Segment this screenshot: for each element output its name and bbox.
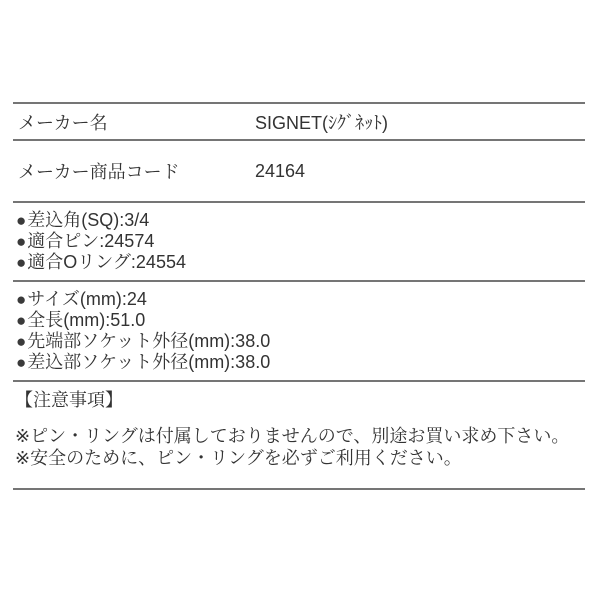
bullet-icon: ● <box>16 211 27 230</box>
bullet-icon: ● <box>16 311 27 330</box>
bullet-icon: ● <box>16 290 27 309</box>
bullet-text: 差込部ソケット外径(mm):38.0 <box>27 352 271 372</box>
spec-bullet-section-dimensions <box>13 280 585 380</box>
bullet-item <box>16 310 585 331</box>
bullet-item <box>16 252 585 273</box>
product-spec-sheet <box>13 102 585 490</box>
bullet-icon: ● <box>16 253 27 272</box>
spec-table <box>13 102 585 201</box>
bullet-icon: ● <box>16 232 27 251</box>
spec-label-maker-name: メーカー名 <box>18 112 108 133</box>
bullet-text: 適合Oリング:24554 <box>27 252 186 272</box>
bullet-icon: ● <box>16 353 27 372</box>
spec-value-maker-name: SIGNET(ｼｸﾞﾈｯﾄ) <box>255 112 388 133</box>
table-row <box>13 103 585 140</box>
notice-heading: 【注意事項】 <box>15 390 123 410</box>
bullet-item <box>16 210 585 231</box>
bullet-icon: ● <box>16 332 27 351</box>
bullet-item <box>16 289 585 310</box>
bullet-text: 差込角(SQ):3/4 <box>27 210 150 230</box>
spec-value-maker-item-code: 24164 <box>255 160 306 181</box>
bullet-text: 全長(mm):51.0 <box>27 310 146 330</box>
notice-line: ※安全のために、ピン・リングを必ずご利用ください。 <box>15 448 462 468</box>
table-row <box>13 140 585 201</box>
bullet-item <box>16 352 585 373</box>
notice-line: ※ピン・リングは付属しておりませんので、別途お買い求め下さい。 <box>15 426 570 446</box>
bullet-item <box>16 331 585 352</box>
spec-label-maker-item-code: メーカー商品コード <box>18 162 180 182</box>
notice-section <box>13 380 585 490</box>
bullet-text: サイズ(mm):24 <box>27 289 147 309</box>
bullet-text: 適合ピン:24574 <box>27 231 155 251</box>
bullet-text: 先端部ソケット外径(mm):38.0 <box>27 331 271 351</box>
bullet-item <box>16 231 585 252</box>
spec-bullet-section-compatibility <box>13 201 585 280</box>
